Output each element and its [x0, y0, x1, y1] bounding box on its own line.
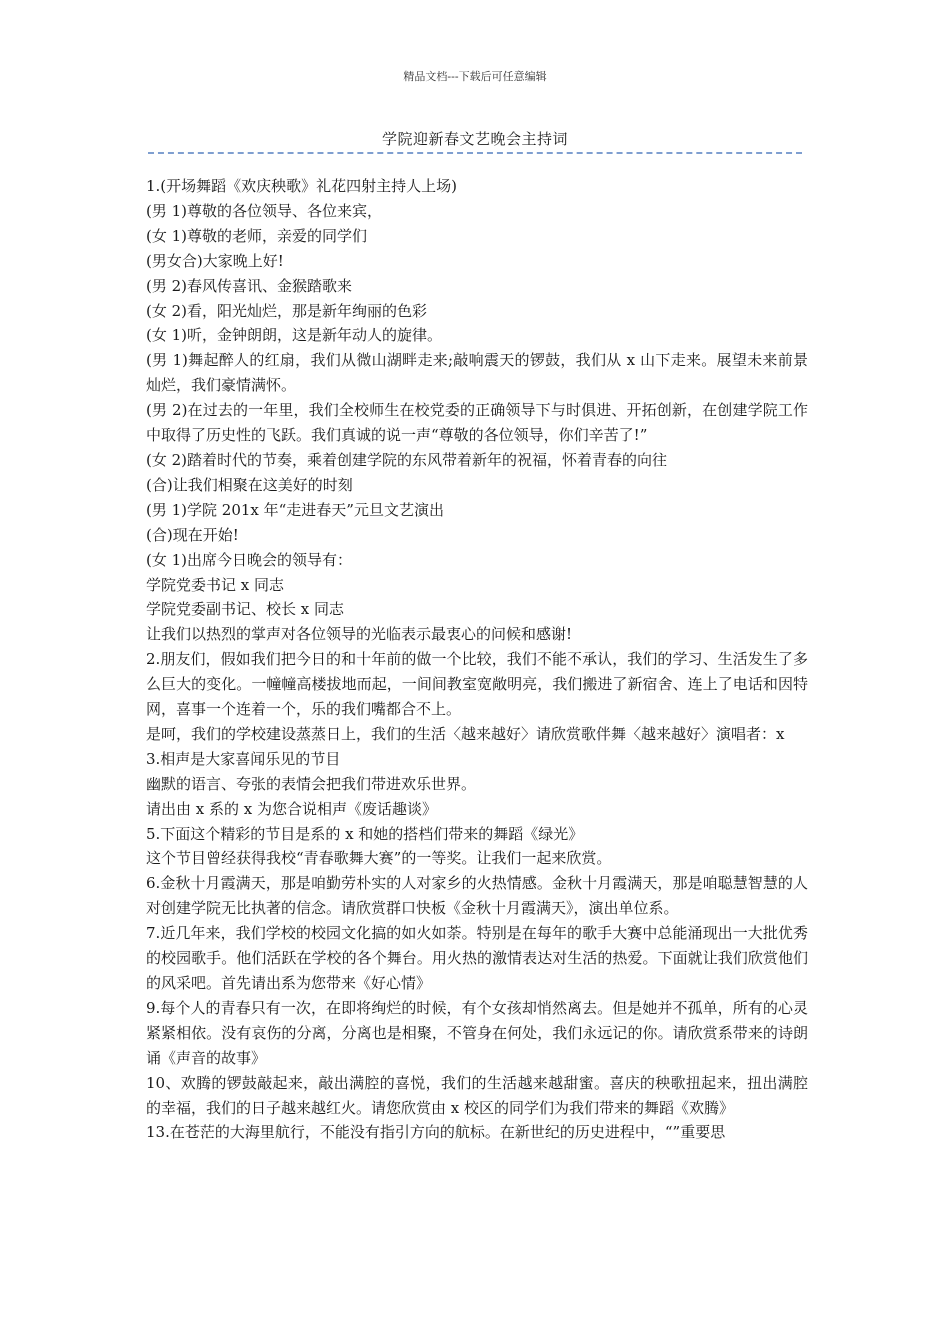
body-paragraph: 5.下面这个精彩的节目是系的 x 和她的搭档们带来的舞蹈《绿光》	[146, 824, 584, 843]
header-note: 精品文档---下载后可任意编辑	[403, 70, 547, 83]
body-paragraph: (女 2)看，阳光灿烂，那是新年绚丽的色彩	[146, 301, 428, 320]
body-paragraph: (男 2)在过去的一年里，我们全校师生在校党委的正确领导下与时俱进、开拓创新，在创建学院工作中取得了历史性的飞跃。我们真诚的说一声“尊敬的各位领导，你们辛苦了!”	[146, 401, 808, 445]
body-paragraph: (女 1)出席今日晚会的领导有：	[146, 550, 353, 569]
body-paragraph: 是呵，我们的学校建设蒸蒸日上，我们的生活〈越来越好〉请欣赏歌伴舞〈越来越好〉演唱者：x	[146, 724, 785, 743]
body-paragraph: 请出由 x 系的 x 为您合说相声《废话趣谈》	[146, 799, 437, 818]
body-paragraph: 7.近几年来，我们学校的校园文化搞的如火如荼。特别是在每年的歌手大赛中总能涌现出一大批优秀的校园歌手。他们活跃在学校的各个舞台。用火热的激情表达对生活的热爱。下面就让我们欣赏他们的风采吧。首先请出系为您带来《好心情》	[146, 924, 808, 992]
body-paragraph: (男女合)大家晚上好!	[146, 251, 284, 270]
title-divider	[148, 152, 802, 154]
body-paragraph: 10、欢腾的锣鼓敲起来，敲出满腔的喜悦，我们的生活越来越甜蜜。喜庆的秧歌扭起来，扭出满腔的幸福，我们的日子越来越红火。请您欣赏由 x 校区的同学们为我们带来的舞蹈《欢腾》	[146, 1073, 808, 1117]
document-title: 学院迎新春文艺晚会主持词	[381, 130, 568, 148]
body-paragraph: 1.(开场舞蹈《欢庆秧歌》礼花四射主持人上场)	[146, 177, 458, 195]
body-paragraph: 2.朋友们，假如我们把今日的和十年前的做一个比较，我们不能不承认，我们的学习、生活发生了多么巨大的变化。一幢幢高楼拔地而起，一间间教室宽敞明亮，我们搬进了新宿舍、连上了电话和因特网，喜事一个连着一个，乐的我们嘴都合不上。	[146, 650, 808, 719]
body-paragraph: 3.相声是大家喜闻乐见的节目	[146, 749, 341, 768]
body-paragraph: 9.每个人的青春只有一次，在即将绚烂的时候，有个女孩却悄然离去。但是她并不孤单，所有的心灵紧紧相依。没有哀伤的分离，分离也是相聚，不管身在何处，我们永远记的你。请欣赏系带来的诗朗诵《声音的故事》	[146, 998, 808, 1067]
body-paragraph: 让我们以热烈的掌声对各位领导的光临表示最衷心的问候和感谢!	[146, 625, 573, 644]
body-paragraph: (男 2)春风传喜讯、金猴踏歌来	[146, 276, 353, 295]
body-paragraph: (合)让我们相聚在这美好的时刻	[146, 475, 353, 494]
body-paragraph: 学院党委副书记、校长 x 同志	[146, 600, 344, 619]
body-paragraph: 这个节目曾经获得我校“青春歌舞大赛”的一等奖。让我们一起来欣赏。	[146, 849, 612, 868]
body-paragraph: 学院党委书记 x 同志	[146, 575, 284, 594]
document-body	[146, 174, 808, 1145]
body-paragraph: (男 1)舞起醉人的红扇，我们从微山湖畔走来;敲响震天的锣鼓，我们从 x 山下走来。展望未来前景灿烂，我们豪情满怀。	[146, 351, 808, 395]
body-paragraph: 幽默的语言、夸张的表情会把我们带进欢乐世界。	[146, 774, 477, 793]
body-paragraph: (男 1)尊敬的各位领导、各位来宾，	[146, 201, 383, 220]
body-paragraph: (女 1)尊敬的老师，亲爱的同学们	[146, 226, 368, 245]
body-paragraph: (女 2)踏着时代的节奏，乘着创建学院的东风带着新年的祝福，怀着青春的向往	[146, 450, 668, 469]
body-paragraph: (女 1)听，金钟朗朗，这是新年动人的旋律。	[146, 326, 443, 345]
body-paragraph: 13.在苍茫的大海里航行，不能没有指引方向的航标。在新世纪的历史进程中，“”重要思	[146, 1123, 726, 1142]
body-paragraph: 6.金秋十月霞满天，那是咱勤劳朴实的人对家乡的火热情感。金秋十月霞满天，那是咱聪慧智慧的人对创建学院无比执著的信念。请欣赏群口快板《金秋十月霞满天》，演出单位系。	[146, 874, 808, 918]
body-paragraph: (合)现在开始!	[146, 525, 239, 544]
body-paragraph: (男 1)学院 201x 年“走进春天”元旦文艺演出	[146, 500, 444, 519]
